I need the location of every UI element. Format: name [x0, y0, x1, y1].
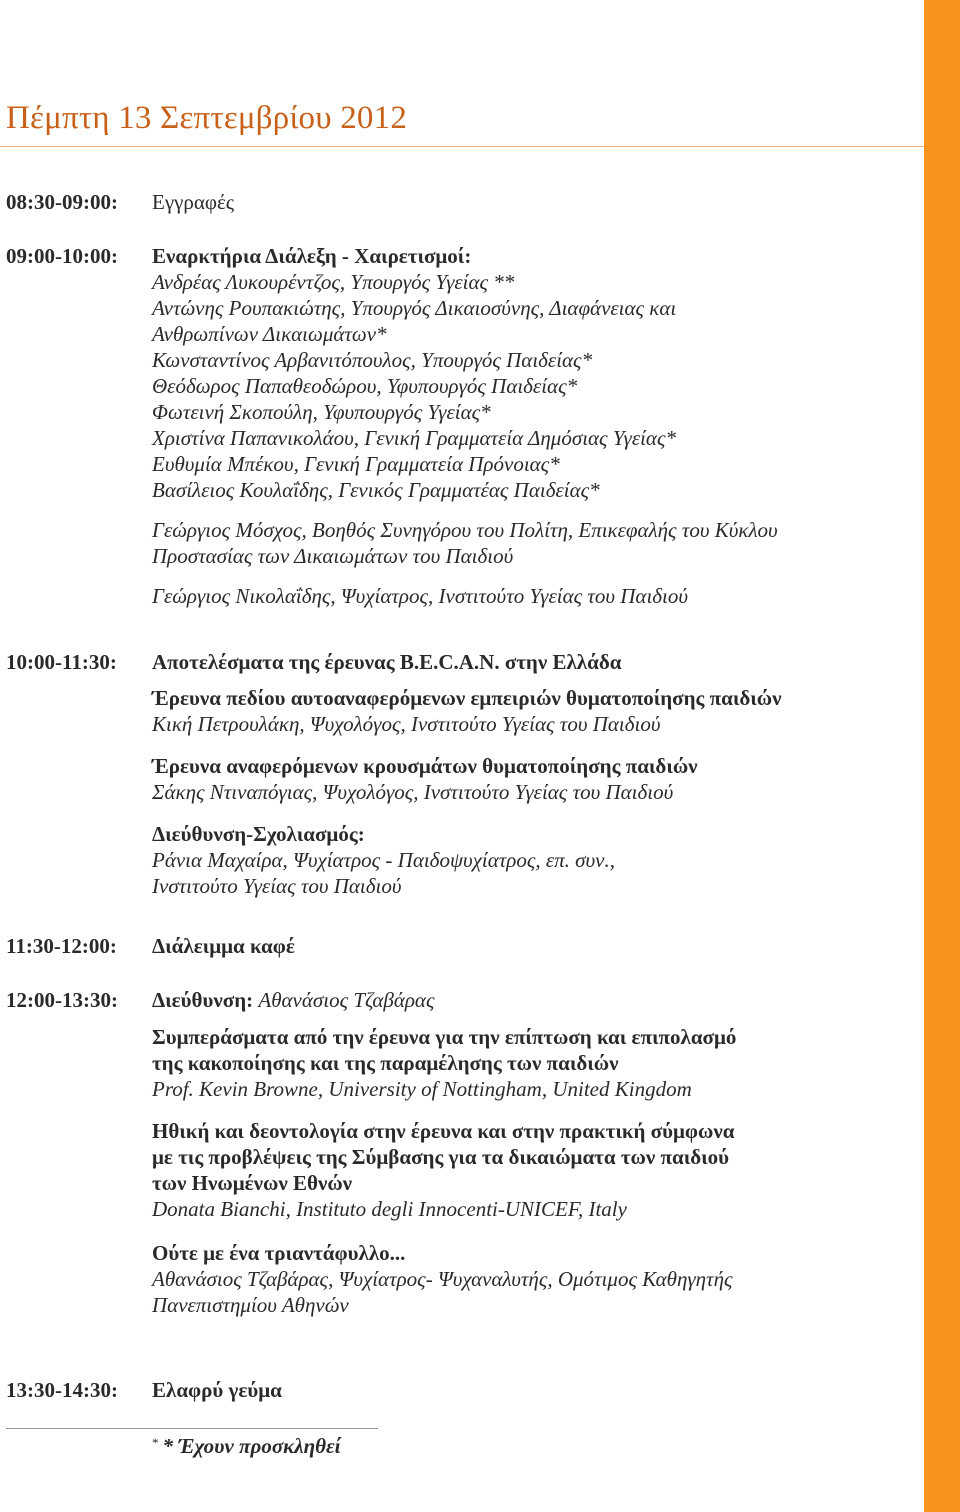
speaker-line: Αντώνης Ρουπακιώτης, Υπουργός Δικαιοσύνης, Διαφάνειας και — [152, 296, 677, 320]
title-divider — [0, 146, 924, 147]
talk-title: Έρευνα αναφερόμενων κρουσμάτων θυματοποίησης παιδιών — [152, 754, 698, 778]
session-label: Διάλειμμα καφέ — [152, 934, 295, 958]
footnote-text: * Έχουν προσκληθεί — [162, 1434, 341, 1458]
speaker-line: Γεώργιος Νικολαΐδης, Ψυχίατρος, Ινστιτούτο Υγείας του Παιδιού — [152, 584, 689, 608]
talk-speaker: Prof. Kevin Browne, University of Nottingham, United Kingdom — [152, 1077, 692, 1101]
time-slot: 13:30-14:30: — [6, 1378, 118, 1402]
session-heading: Αποτελέσματα της έρευνας B.E.C.A.N. στην Ελλάδα — [152, 650, 622, 674]
speaker-line: Χριστίνα Παπανικολάου, Γενική Γραμματεία Δημόσιας Υγείας* — [152, 426, 676, 450]
time-slot: 09:00-10:00: — [6, 244, 118, 268]
session-heading: Εναρκτήρια Διάλεξη - Χαιρετισμοί: — [152, 244, 472, 268]
footnote — [152, 1434, 340, 1459]
chair-name: Αθανάσιος Τζαβάρας — [258, 988, 435, 1012]
talk-title: Ούτε με ένα τριαντάφυλλο... — [152, 1241, 406, 1265]
chair-label: Διεύθυνση-Σχολιασμός: — [152, 822, 365, 846]
talk-speaker: Σάκης Ντιναπόγιας, Ψυχολόγος, Ινστιτούτο Υγείας του Παιδιού — [152, 780, 674, 804]
chair-line: Ινστιτούτο Υγείας του Παιδιού — [152, 874, 402, 898]
time-slot: 12:00-13:30: — [6, 988, 118, 1012]
time-slot: 08:30-09:00: — [6, 190, 118, 214]
footnote-mark: * — [152, 1435, 159, 1450]
session-content — [152, 243, 778, 609]
talk-speaker: Κική Πετρουλάκη, Ψυχολόγος, Ινστιτούτο Υγείας του Παιδιού — [152, 712, 661, 736]
speaker-line: Ανδρέας Λυκουρέντζος, Υπουργός Υγείας ** — [152, 270, 515, 294]
session-content — [152, 649, 782, 899]
speaker-line: Θεόδωρος Παπαθεοδώρου, Υφυπουργός Παιδείας* — [152, 374, 578, 398]
speaker-line: Κωνσταντίνος Αρβανιτόπουλος, Υπουργός Παιδείας* — [152, 348, 593, 372]
talk-title: των Ηνωμένων Εθνών — [152, 1171, 353, 1195]
talk-title: Συμπεράσματα από την έρευνα για την επίπτωση και επιπολασμό — [152, 1025, 737, 1049]
time-slot: 10:00-11:30: — [6, 650, 117, 674]
chair-label: Διεύθυνση: — [152, 988, 254, 1012]
footnote-divider — [6, 1428, 378, 1429]
talk-title: Ηθική και δεοντολογία στην έρευνα και στην πρακτική σύμφωνα — [152, 1119, 735, 1143]
speaker-line: Βασίλειος Κουλαΐδης, Γενικός Γραμματέας Παιδείας* — [152, 478, 600, 502]
chair-line: Ράνια Μαχαίρα, Ψυχίατρος - Παιδοψυχίατρος, επ. συν., — [152, 848, 615, 872]
talk-speaker: Donata Bianchi, Instituto degli Innocenti-UNICEF, Italy — [152, 1197, 627, 1221]
orange-side-bar — [924, 0, 960, 1512]
page-title: Πέμπτη 13 Σεπτεμβρίου 2012 — [6, 100, 408, 136]
speaker-line: Προστασίας των Δικαιωμάτων του Παιδιού — [152, 544, 514, 568]
time-slot: 11:30-12:00: — [6, 934, 117, 958]
talk-title: με τις προβλέψεις της Σύμβασης για τα δικαιώματα των παιδιού — [152, 1145, 730, 1169]
speaker-line: Γεώργιος Μόσχος, Βοηθός Συνηγόρου του Πολίτη, Επικεφαλής του Κύκλου — [152, 518, 778, 542]
speaker-line: Φωτεινή Σκοπούλη, Υφυπουργός Υγείας* — [152, 400, 491, 424]
talk-speaker: Πανεπιστημίου Αθηνών — [152, 1293, 349, 1317]
talk-title: Έρευνα πεδίου αυτοαναφερόμενων εμπειριών θυματοποίησης παιδιών — [152, 686, 782, 710]
session-label: Ελαφρύ γεύμα — [152, 1378, 282, 1402]
session-content — [152, 987, 736, 1318]
talk-title: της κακοποίησης και της παραμέλησης των παιδιών — [152, 1051, 619, 1075]
speaker-line: Ευθυμία Μπέκου, Γενική Γραμματεία Πρόνοιας* — [152, 452, 560, 476]
speaker-line: Ανθρωπίνων Δικαιωμάτων* — [152, 322, 387, 346]
talk-speaker: Αθανάσιος Τζαβάρας, Ψυχίατρος- Ψυχαναλυτής, Ομότιμος Καθηγητής — [152, 1267, 733, 1291]
session-label: Εγγραφές — [152, 190, 235, 214]
